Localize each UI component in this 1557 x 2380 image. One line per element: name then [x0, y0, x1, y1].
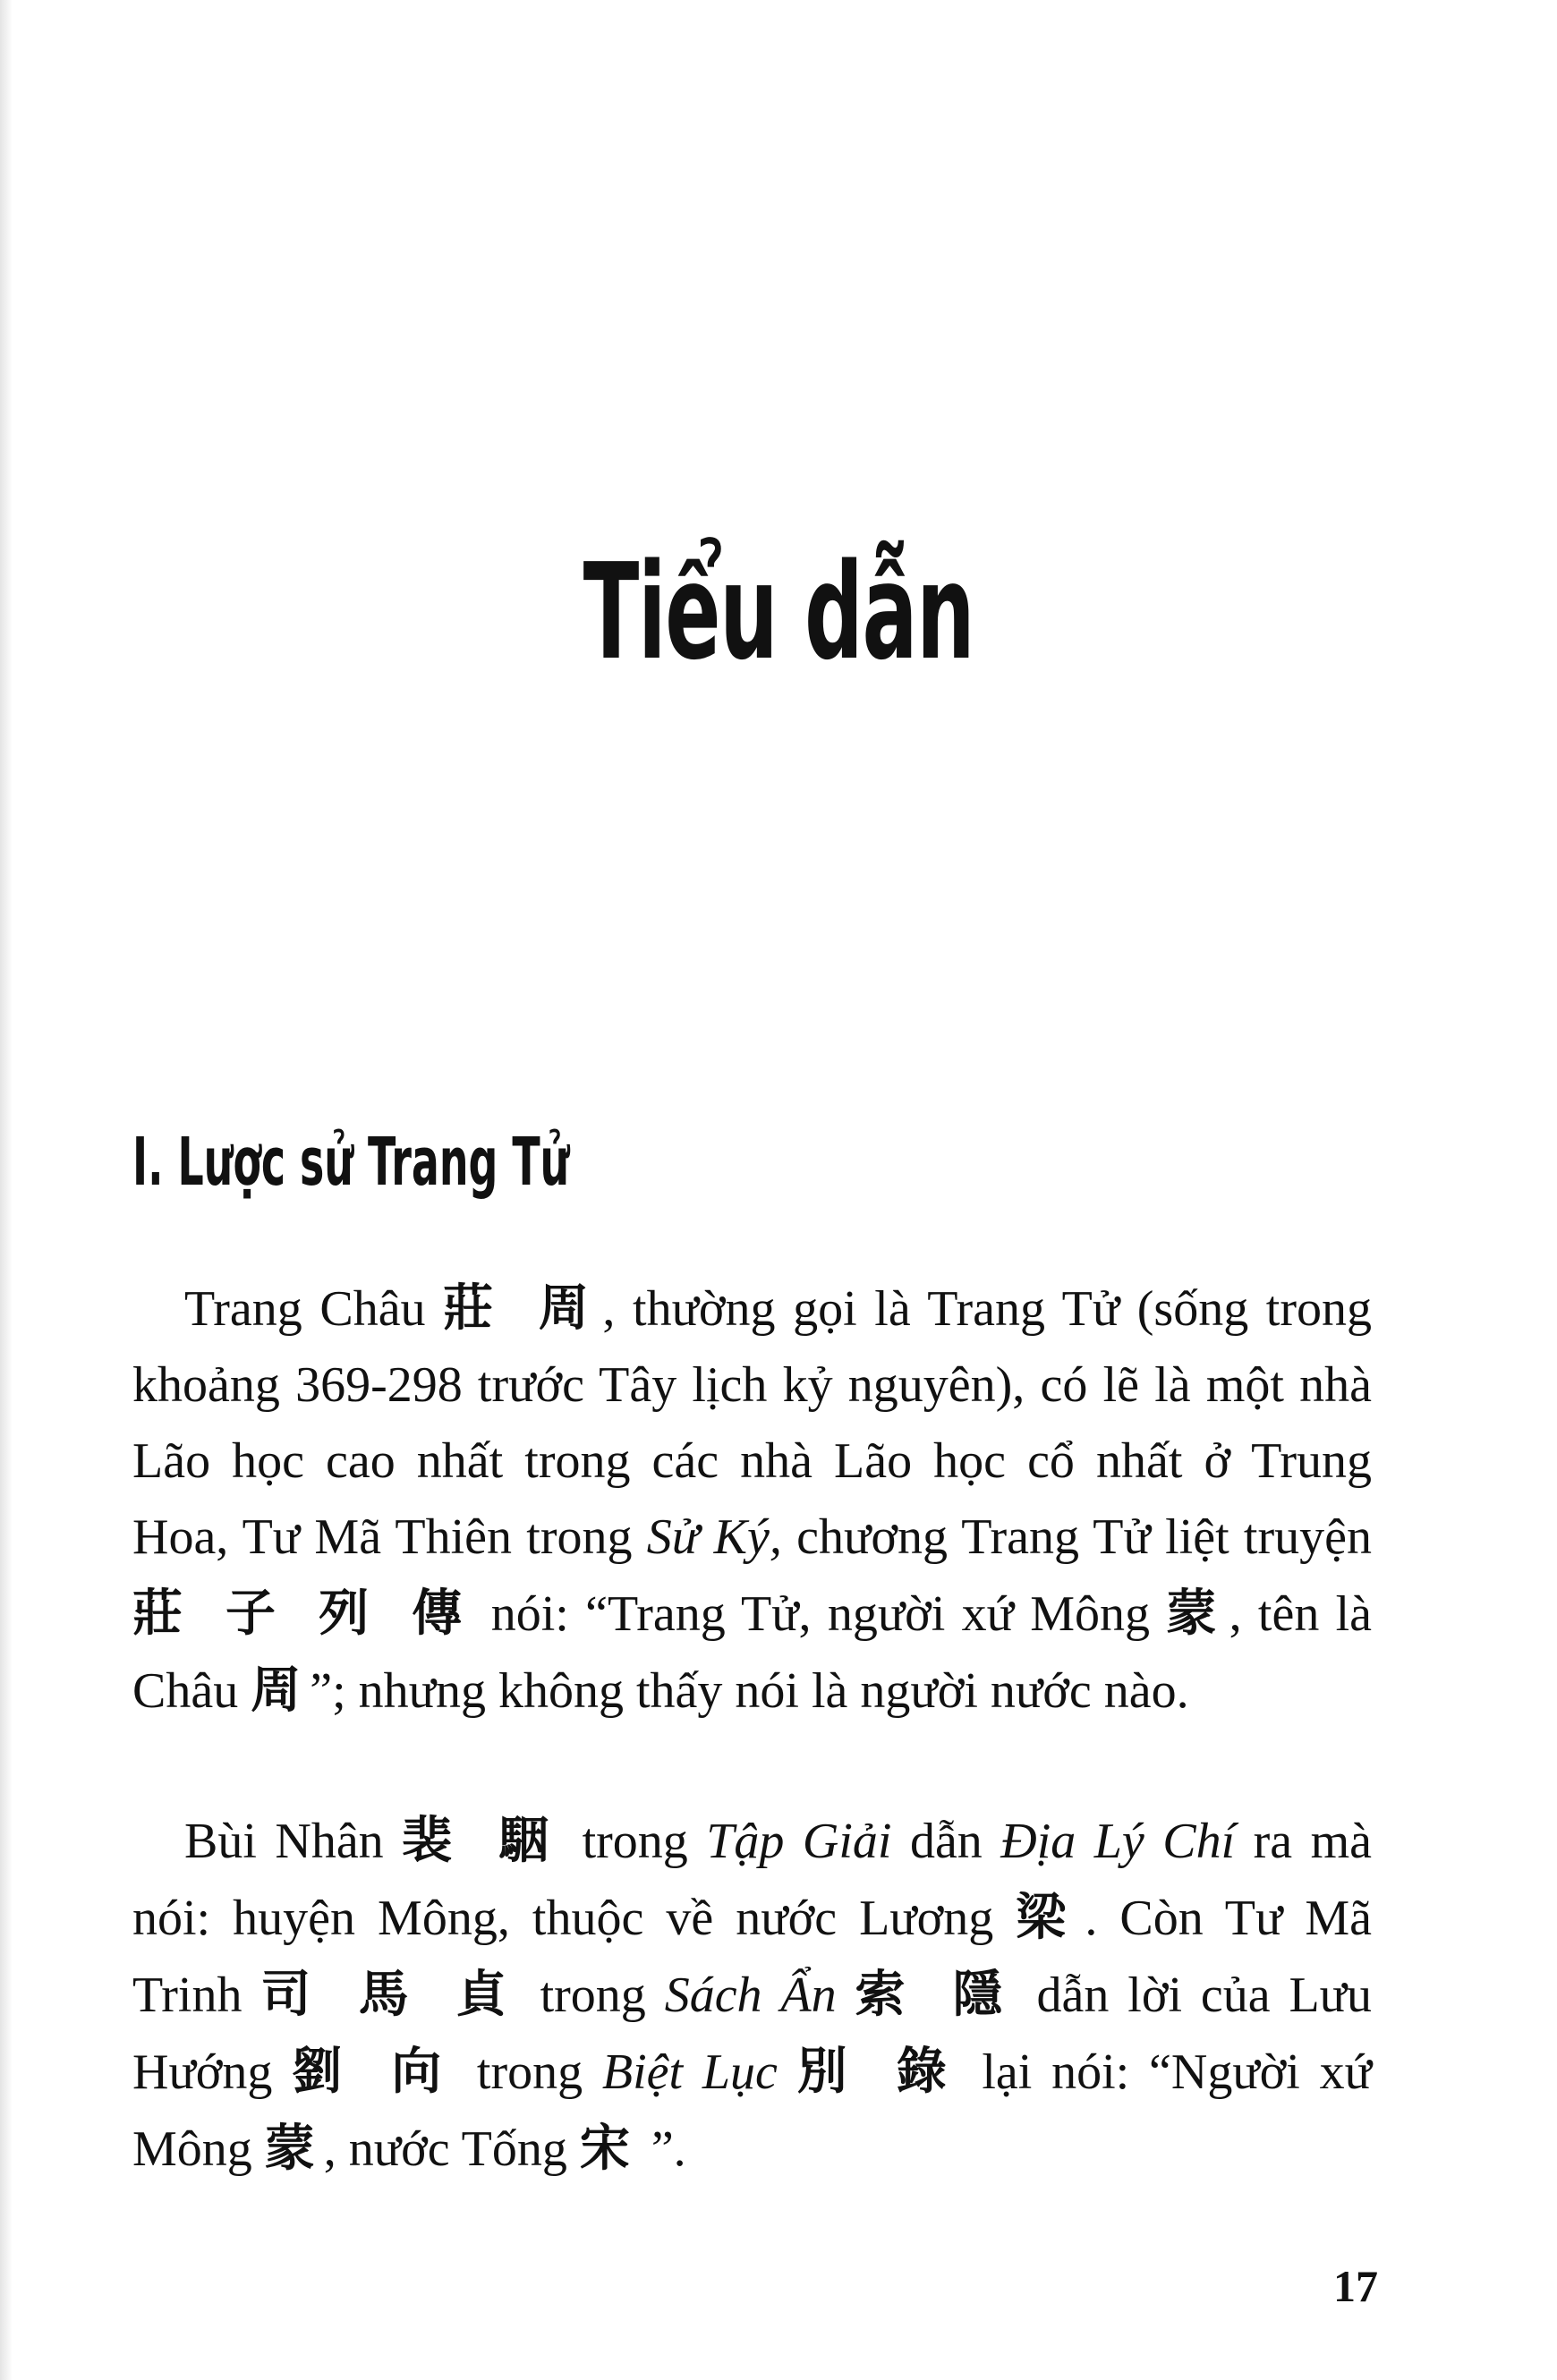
text-run: ”. [638, 2121, 686, 2177]
text-run: chương Trang Tử liệt truyện [781, 1509, 1372, 1565]
han-characters: 蒙 [264, 2120, 324, 2178]
han-characters: 莊 周 [443, 1279, 603, 1338]
italic-title: Sách Ẩn [664, 1968, 837, 2023]
han-characters: 蒙 [1166, 1585, 1229, 1643]
text-run: trong [521, 1968, 665, 2023]
text-run: ”; nhưng không thấy nói là người nước nào. [310, 1663, 1189, 1719]
han-characters: 索 隱 [855, 1966, 1018, 2024]
han-characters: 司 馬 貞 [260, 1966, 522, 2024]
text-run: trong [564, 1814, 707, 1869]
text-run: , thường gọi là Trang Tử (sống trong khoảng 369-298 trước Tây lịch kỷ nguyên), có lẽ là một nhà Lão học cao nhất trong các nhà Lão học cổ nhất ở Trung Hoa, Tư Mã Thiên trong [132, 1281, 1372, 1565]
paragraph-1 [132, 1271, 1372, 1730]
text-run [837, 1968, 855, 2023]
text-run: , tên là Châu [132, 1586, 1373, 1719]
text-run: Trang Châu [184, 1281, 444, 1337]
paragraph-2 [132, 1803, 1372, 2188]
text-run: , nước Tống [323, 2121, 580, 2177]
han-characters: 莊 子 列 傳 [132, 1585, 475, 1643]
text-run: dẫn [891, 1814, 1001, 1869]
text-run: Bùi Nhân [184, 1814, 403, 1869]
italic-title: Biệt Lục [601, 2044, 778, 2100]
text-run: ra mà nói: huyện Mông, thuộc về nước Lương [132, 1814, 1373, 1946]
text-run: dẫn lời của Lưu Hướng [132, 1968, 1373, 2100]
chapter-title: Tiểu dẫn [583, 535, 974, 689]
italic-title: Địa Lý Chí [1000, 1814, 1236, 1869]
han-characters: 劉 向 [292, 2043, 458, 2101]
han-characters: 宋 [579, 2120, 639, 2178]
page-edge-shadow [0, 0, 13, 2380]
text-run: nói: “Trang Tử, người xứ Mông [474, 1586, 1167, 1642]
han-characters: 別 錄 [796, 2043, 963, 2101]
text-run: trong [457, 2044, 602, 2100]
page-number: 17 [1333, 2261, 1378, 2311]
italic-title: Sử Ký, [646, 1509, 782, 1565]
text-run [778, 2044, 797, 2100]
han-characters: 梁 [1016, 1889, 1085, 1947]
text-run: lại nói: “Người xứ Mông [132, 2044, 1373, 2177]
han-characters: 周 [251, 1662, 311, 1720]
italic-title: Tập Giải [706, 1814, 892, 1869]
section-heading: I. Lược sử Trang Tử [132, 1124, 570, 1201]
text-run: . Còn Tư Mã Trinh [132, 1891, 1373, 2023]
han-characters: 裴 駰 [402, 1812, 565, 1870]
